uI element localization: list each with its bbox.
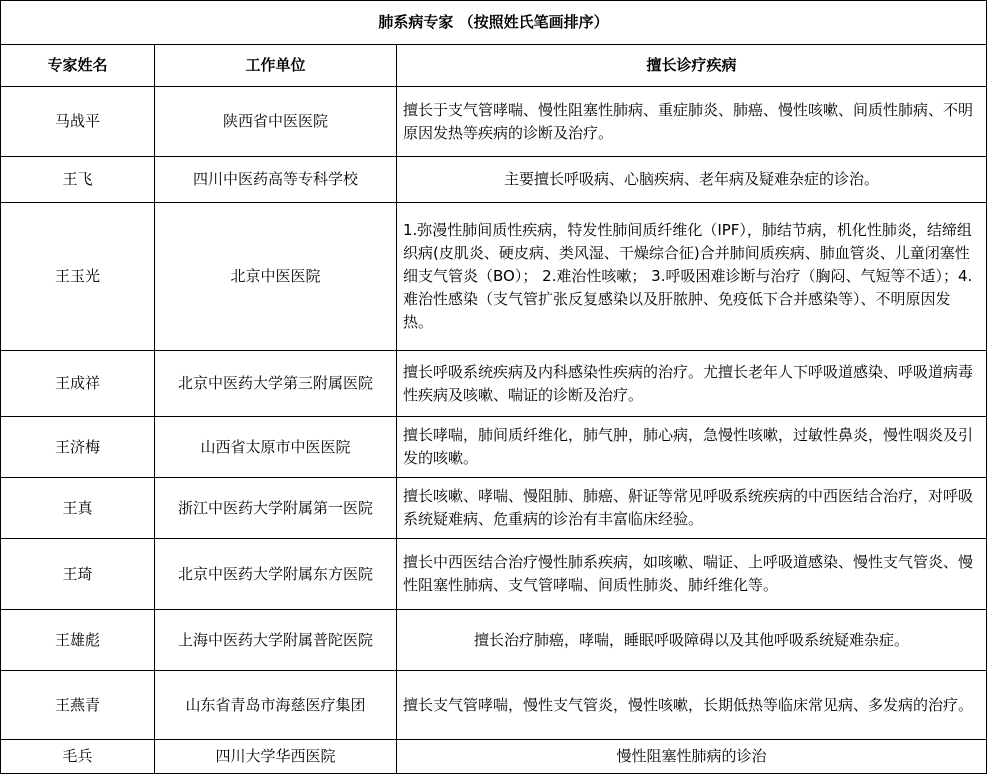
work-unit: 四川大学华西医院 bbox=[155, 740, 397, 774]
header-specialty: 擅长诊疗疾病 bbox=[397, 45, 987, 87]
expert-name: 王飞 bbox=[1, 157, 155, 203]
work-unit: 浙江中医药大学附属第一医院 bbox=[155, 478, 397, 539]
specialty: 慢性阻塞性肺病的诊治 bbox=[397, 740, 987, 774]
work-unit: 四川中医药高等专科学校 bbox=[155, 157, 397, 203]
table-row bbox=[1, 417, 987, 478]
work-unit: 北京中医药大学第三附属医院 bbox=[155, 351, 397, 417]
work-unit: 北京中医药大学附属东方医院 bbox=[155, 539, 397, 610]
expert-name: 马战平 bbox=[1, 87, 155, 157]
specialty: 主要擅长呼吸病、心脑疾病、老年病及疑难杂症的诊治。 bbox=[397, 157, 987, 203]
header-name: 专家姓名 bbox=[1, 45, 155, 87]
table-row bbox=[1, 610, 987, 671]
work-unit: 上海中医药大学附属普陀医院 bbox=[155, 610, 397, 671]
work-unit: 陕西省中医医院 bbox=[155, 87, 397, 157]
table-title: 肺系病专家 （按照姓氏笔画排序） bbox=[1, 1, 987, 45]
specialty: 擅长于支气管哮喘、慢性阻塞性肺病、重症肺炎、肺癌、慢性咳嗽、间质性肺病、不明原因发热等疾病的诊断及治疗。 bbox=[397, 87, 987, 157]
expert-name: 王雄彪 bbox=[1, 610, 155, 671]
table-row bbox=[1, 671, 987, 740]
specialty: 擅长哮喘，肺间质纤维化，肺气肿，肺心病，急慢性咳嗽，过敏性鼻炎，慢性咽炎及引发的咳嗽。 bbox=[397, 417, 987, 478]
specialty: 擅长呼吸系统疾病及内科感染性疾病的治疗。尤擅长老年人下呼吸道感染、呼吸道病毒性疾病及咳嗽、喘证的诊断及治疗。 bbox=[397, 351, 987, 417]
table-row bbox=[1, 203, 987, 351]
work-unit: 山东省青岛市海慈医疗集团 bbox=[155, 671, 397, 740]
table-row bbox=[1, 87, 987, 157]
expert-name: 王玉光 bbox=[1, 203, 155, 351]
table-row bbox=[1, 157, 987, 203]
expert-name: 王成祥 bbox=[1, 351, 155, 417]
specialty: 擅长治疗肺癌，哮喘，睡眠呼吸障碍以及其他呼吸系统疑难杂症。 bbox=[397, 610, 987, 671]
expert-name: 王燕青 bbox=[1, 671, 155, 740]
header-row bbox=[1, 45, 987, 87]
work-unit: 山西省太原市中医医院 bbox=[155, 417, 397, 478]
specialty: 1.弥漫性肺间质性疾病，特发性肺间质纤维化（IPF），肺结节病，机化性肺炎，结缔组织病(皮肌炎、硬皮病、类风湿、干燥综合征)合并肺间质疾病、肺血管炎、儿童闭塞性细支气管炎（BO）； 2.难治性咳嗽； 3.呼吸困难诊断与治疗（胸闷、气短等不适）；4.难治性感染（支气管扩张反复感染以及肝脓肿、免疫低下合并感染等）、不明原因发热。 bbox=[397, 203, 987, 351]
table-row bbox=[1, 539, 987, 610]
expert-name: 王真 bbox=[1, 478, 155, 539]
table-row bbox=[1, 478, 987, 539]
work-unit: 北京中医医院 bbox=[155, 203, 397, 351]
specialty: 擅长支气管哮喘，慢性支气管炎，慢性咳嗽，长期低热等临床常见病、多发病的治疗。 bbox=[397, 671, 987, 740]
table-row bbox=[1, 740, 987, 774]
expert-name: 王济梅 bbox=[1, 417, 155, 478]
table-row bbox=[1, 351, 987, 417]
specialty: 擅长咳嗽、哮喘、慢阻肺、肺癌、鼾证等常见呼吸系统疾病的中西医结合治疗，对呼吸系统疑难病、危重病的诊治有丰富临床经验。 bbox=[397, 478, 987, 539]
expert-name: 王琦 bbox=[1, 539, 155, 610]
expert-name: 毛兵 bbox=[1, 740, 155, 774]
specialty: 擅长中西医结合治疗慢性肺系疾病，如咳嗽、喘证、上呼吸道感染、慢性支气管炎、慢性阻塞性肺病、支气管哮喘、间质性肺炎、肺纤维化等。 bbox=[397, 539, 987, 610]
title-row bbox=[1, 1, 987, 45]
header-unit: 工作单位 bbox=[155, 45, 397, 87]
